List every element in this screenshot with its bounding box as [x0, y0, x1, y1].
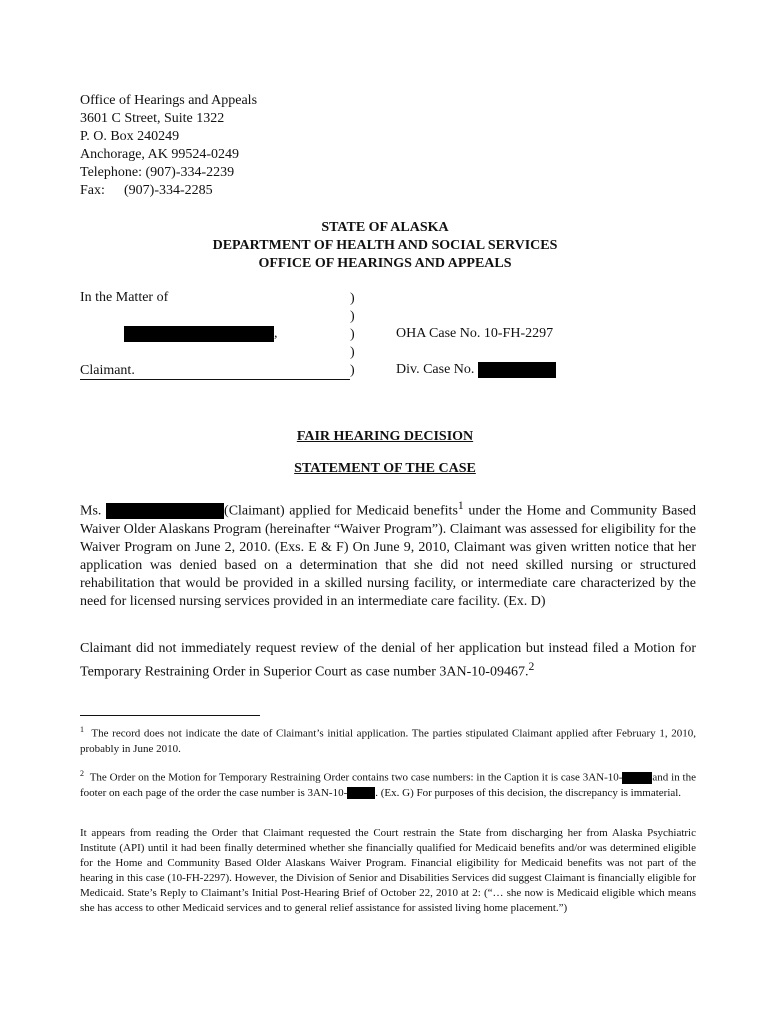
p2-text: Claimant did not immediately request review of the denial of her application but instead filed a Motion for Temporary Restraining Order in Superior Court as case number 3AN-10-09467. [80, 641, 696, 680]
fax-number: (907)-334-2285 [124, 183, 213, 198]
p1-prefix: Ms. [80, 503, 102, 519]
office-city: Anchorage, AK 99524-0249 [80, 147, 240, 162]
heading-state: STATE OF ALASKA [321, 220, 449, 235]
office-po-box: P. O. Box 240249 [80, 129, 180, 144]
footnote-1 [80, 722, 696, 757]
footnote-1-text: The record does not indicate the date of Claimant’s initial application. The parties stipulated Claimant applied after February 1, 2010, probably in June 2010. [80, 727, 697, 755]
div-case-number [396, 362, 556, 378]
paren: ) [350, 309, 355, 324]
redaction-block [347, 787, 375, 799]
document-heading [0, 219, 770, 273]
paren: ) [350, 363, 355, 378]
footnote-2-text-c: . (Ex. G) For purposes of this decision, the discrepancy is immaterial. [375, 786, 682, 799]
paragraph-2 [80, 640, 696, 682]
fax-label: Fax: [80, 183, 105, 198]
paragraph-1 [80, 497, 696, 611]
footnote-2-text-a: The Order on the Motion for Temporary Restraining Order contains two case numbers: in the Caption it is case 3AN-10- [89, 771, 623, 784]
footnote-2-number: 2 [80, 769, 84, 778]
claimant-name-redacted [124, 326, 278, 342]
footnote-1-number: 1 [80, 725, 84, 734]
redaction-block [106, 503, 224, 519]
p1-rest: under the Home and Community Based Waiver Older Alaskans Program (hereinafter “Waiver Program”). Claimant was assessed for eligibility for the Waiver Program on June 2, 2010. (Exs. E & F) On June 9, 2010, Claimant was given written notice that her application was denied based on a determination that she did not need skilled nursing or structured rehabilitation that would be provided in a skilled nursing facility, or intermediate care characterized by the need for licensed nursing services provided in an intermediate care facility. (Ex. D) [80, 503, 696, 609]
paren: ) [350, 345, 355, 360]
caption-comma: , [274, 326, 278, 342]
paren: ) [350, 291, 355, 306]
oha-case-number: OHA Case No. 10-FH-2297 [396, 326, 554, 341]
footnote-2-paragraph: It appears from reading the Order that Claimant requested the Court restrain the State from discharging her from Alaska Psychiatric Institute (API) until it had been finally determined whether she financially qualified for Medicaid benefits and/or was determined eligible for the Home and Community Based Older Alaskans Waiver Program. Financial eligibility for Medicaid benefits was not part of the hearing in this case (10-FH-2297). However, the Division of Senior and Disabilities Services did suggest Claimant is financially eligible for Medicaid. State’s Reply to Claimant’s Initial Post-Hearing Brief of October 22, 2010 at 2: (“… she now is Medicaid eligible which means she has access to other Medicaid services and to general relief assistance for assisted living home placement.”) [80, 827, 696, 914]
caption-matter: In the Matter of [80, 290, 169, 305]
heading-department: DEPARTMENT OF HEALTH AND SOCIAL SERVICES [212, 238, 558, 253]
caption-claimant: Claimant. [80, 362, 350, 380]
statement-of-case-title: STATEMENT OF THE CASE [294, 461, 476, 476]
redaction-block [478, 362, 556, 378]
redaction-block [124, 326, 274, 342]
office-address [80, 92, 257, 200]
p1-text: (Claimant) applied for Medicaid benefits [224, 503, 458, 519]
div-case-label: Div. Case No. [396, 362, 475, 378]
heading-office: OFFICE OF HEARINGS AND APPEALS [258, 256, 512, 271]
footnote-ref-1: 1 [457, 499, 464, 512]
footnote-2-text-b: and in the footer on each page of the order the case number is 3AN-10- [80, 771, 696, 799]
case-caption [80, 290, 700, 382]
caption-parens [350, 290, 355, 380]
office-street: 3601 C Street, Suite 1322 [80, 111, 225, 126]
footnote-divider [80, 715, 260, 716]
office-telephone: Telephone: (907)-334-2239 [80, 165, 235, 180]
redaction-block [622, 772, 652, 784]
office-fax [80, 182, 257, 200]
office-name: Office of Hearings and Appeals [80, 93, 258, 108]
footnote-ref-2: 2 [528, 660, 535, 673]
paren: ) [350, 327, 355, 342]
fair-hearing-decision-title: FAIR HEARING DECISION [296, 429, 474, 444]
footnote-2 [80, 766, 696, 801]
